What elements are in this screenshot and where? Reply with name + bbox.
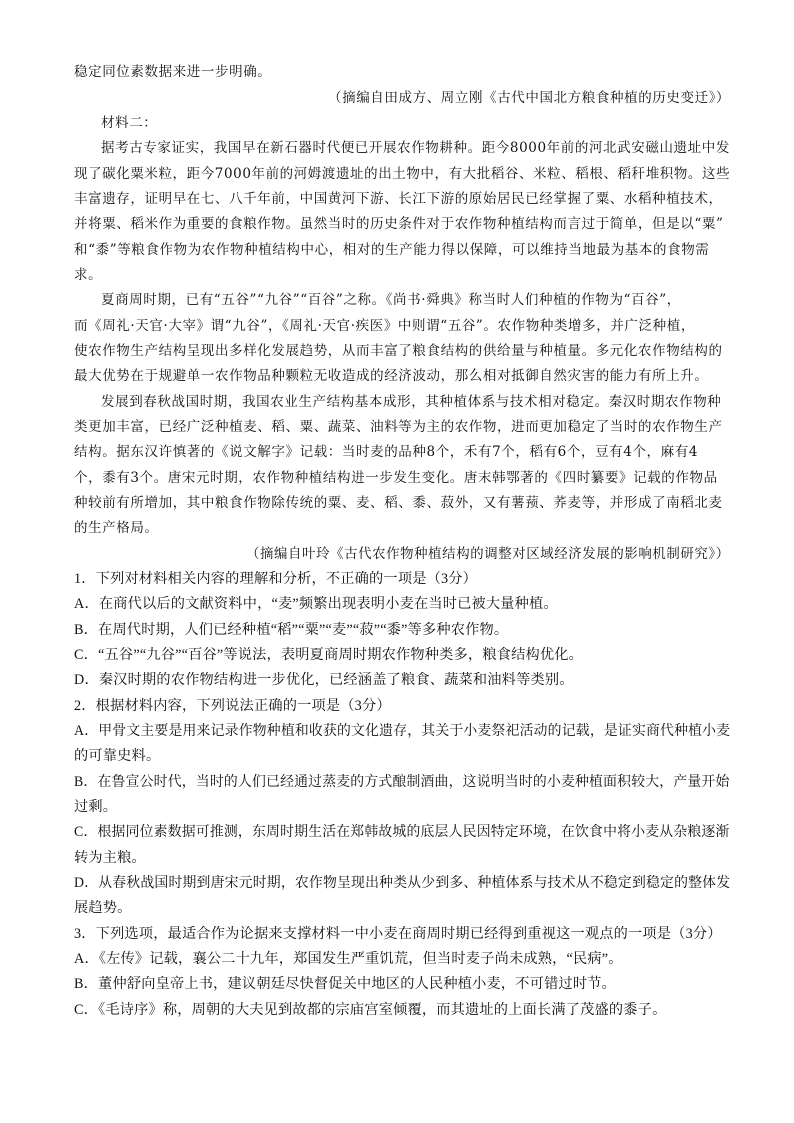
material2-line: 据考古专家证实，我国早在新石器时代便已开展农作物耕种。距今8000年前的河北武安磁山遗址中发 (101, 140, 730, 156)
material2-line: 和“黍”等粮食作物为农作物种植结构中心，相对的生产能力得以保障，可以维持当地最为基本的食物需 (74, 242, 710, 258)
material1-tail-line: 稳定同位素数据来进一步明确。 (74, 64, 272, 80)
material2-line: 使农作物生产结构呈现出多样化发展趋势，从而丰富了粮食结构的供给量与种植量。多元化农作物结构的 (74, 343, 723, 359)
question-2-option-c: C．根据同位素数据可推测，东周时期生活在郑韩故城的底层人民因特定环境，在饮食中将小麦从杂粮逐渐 (74, 824, 730, 840)
question-1-option-c: C．“五谷”“九谷”“百谷”等说法，表明夏商周时期农作物种类多，粮食结构优化。 (74, 647, 584, 663)
question-3-stem: 3．下列选项，最适合作为论据来支撑材料一中小麦在商周时期已经得到重视这一观点的一项是（3分） (74, 926, 722, 942)
material1-source: （摘编自田成方、周立刚《古代中国北方粮食种植的历史变迁》） (328, 90, 731, 106)
material2-line: 夏商周时期，已有“五谷”“九谷”“百谷”之称。《尚书·舜典》称当时人们种植的作物为“百谷”， (101, 292, 681, 308)
question-1-stem: 1．下列对材料相关内容的理解和分析，不正确的一项是（3分） (74, 571, 478, 587)
question-2-option-b: B．在鲁宣公时代，当时的人们已经通过蒸麦的方式酿制酒曲，这说明当时的小麦种植面积较大，产量开始 (74, 774, 730, 790)
question-2-option-d: D．从春秋战国时期到唐宋元时期，农作物呈现出种类从少到多、种植体系与技术从不稳定到稳定的整体发 (74, 875, 731, 891)
material2-line: 而《周礼·天官·大宰》谓“九谷”，《周礼·天官·疾医》中则谓“五谷”。农作物种类增多，并广泛种植， (74, 318, 695, 334)
question-3-option-c: C．《毛诗序》称，周朝的大夫见到故都的宗庙宫室倾覆，而其遗址的上面长满了茂盛的黍子。 (74, 1002, 667, 1018)
question-3-option-a: A．《左传》记载，襄公二十九年，郑国发生严重饥荒，但当时麦子尚未成熟，“民病”。 (74, 951, 623, 967)
question-1-option-b: B．在周代时期，人们已经种植“稻”“粟”“麦”“菽”“黍”等多种农作物。 (74, 622, 509, 638)
question-2-option-c-cont: 转为主粮。 (74, 850, 146, 866)
material2-source: （摘编自叶玲《古代农作物种植结构的调整对区域经济发展的影响机制研究》） (246, 546, 730, 562)
material2-line: 求。 (74, 267, 103, 283)
material2-line: 发展到春秋战国时期，我国农业生产结构基本成形，其种植体系与技术相对稳定。秦汉时期农作物种 (101, 394, 722, 410)
question-2-option-a-cont: 的可靠史料。 (74, 748, 161, 764)
material2-line: 种较前有所增加，其中粮食作物除传统的粟、麦、稻、黍、菽外，又有薯蓣、荞麦等，并形成了南稻北麦 (74, 495, 723, 511)
question-3-option-b: B．董仲舒向皇帝上书，建议朝廷尽快督促关中地区的人民种植小麦，不可错过时节。 (74, 976, 617, 992)
question-1-option-d: D．秦汉时期的农作物结构进一步优化，已经涵盖了粮食、蔬菜和油料等类别。 (74, 672, 574, 688)
material2-line: 现了碳化粟米粒，距今7000年前的河姆渡遗址的出土物中，有大批稻谷、米粒、稻根、稻秆堆积物。这些 (74, 166, 731, 182)
material2-line: 最大优势在于规避单一农作物品种颗粒无收造成的经济波动，那么相对抵御自然灾害的能力有所上升。 (74, 368, 709, 384)
material2-line: 的生产格局。 (74, 520, 159, 536)
material2-line: 个，黍有3个。唐宋元时期，农作物种植结构进一步发生变化。唐末韩鄂著的《四时纂要》记载的作物品 (74, 470, 718, 486)
question-2-option-d-cont: 展趋势。 (74, 900, 132, 916)
question-2-option-a: A．甲骨文主要是用来记录作物种植和收获的文化遗存，其关于小麦祭祀活动的记载，是证实商代种植小麦 (74, 723, 731, 739)
question-1-option-a: A．在商代以后的文献资料中，“麦”频繁出现表明小麦在当时已被大量种植。 (74, 596, 558, 612)
material2-line: 丰富遗存，证明早在七、八千年前，中国黄河下游、长江下游的原始居民已经掌握了粟、水稻种植技术， (74, 191, 723, 207)
question-2-stem: 2．根据材料内容，下列说法正确的一项是（3分） (74, 698, 391, 714)
material2-line: 并将粟、稻米作为重要的食粮作物。虽然当时的历史条件对于农作物种植结构而言过于简单，但是以“粟” (74, 216, 724, 232)
material2-line: 类更加丰富，已经广泛种植麦、稻、粟、蔬菜、油料等为主的农作物，进而更加稳定了当时的农作物生产 (74, 419, 723, 435)
question-2-option-b-cont: 过剩。 (74, 799, 118, 815)
material2-line: 结构。据东汉许慎著的《说文解字》记载：当时麦的品种8个，禾有7个，稻有6个，豆有4个，麻有4 (74, 444, 699, 460)
material2-heading: 材料二： (101, 115, 158, 131)
